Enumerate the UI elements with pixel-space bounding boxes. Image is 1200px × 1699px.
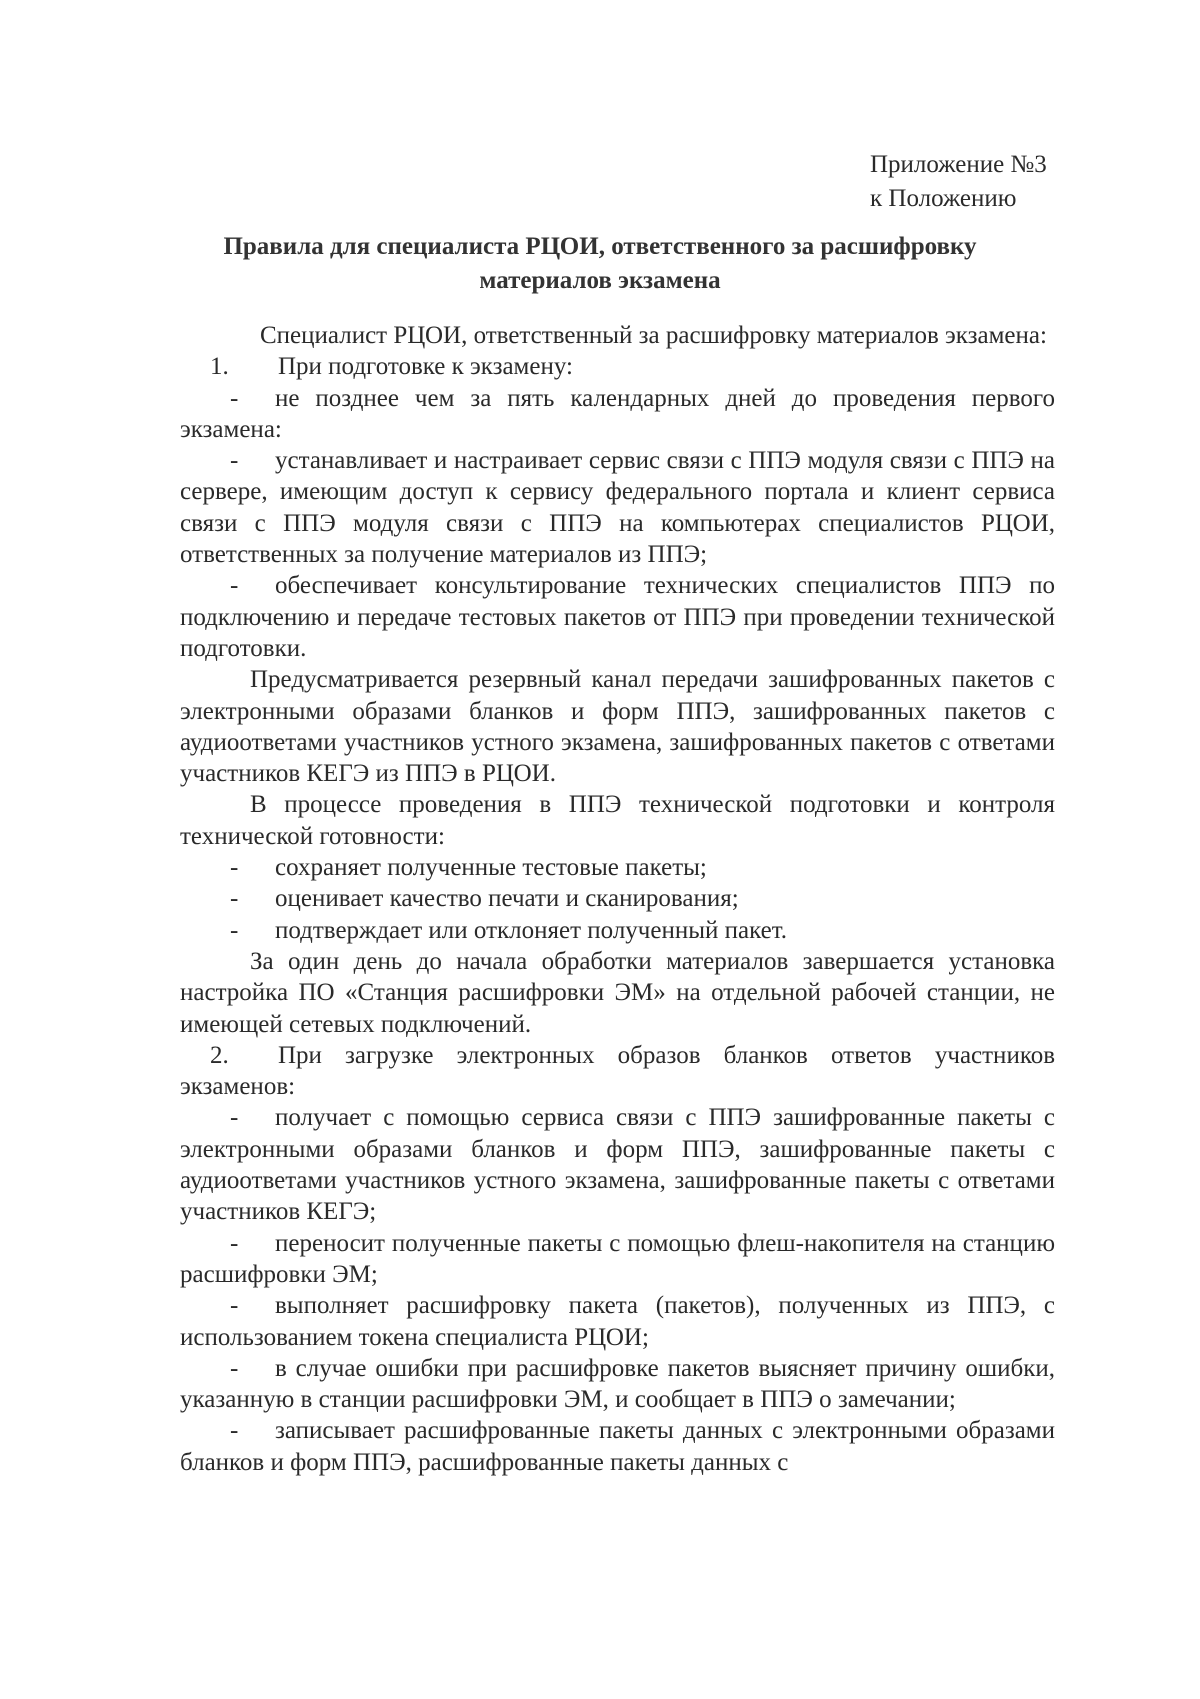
item-text: При подготовке к экзамену:: [278, 353, 573, 381]
dash-marker: -: [230, 1104, 239, 1132]
list-item: [180, 883, 1055, 914]
list-item-text: оценивает качество печати и сканирования;: [275, 885, 739, 913]
list-item-text: переносит полученные пакеты с помощью флеш-накопителя на станцию расшифровки ЭМ;: [180, 1229, 1055, 1288]
document-body: [180, 320, 1055, 1478]
title-line-2: материалов экзамена: [479, 267, 721, 294]
list-item: [180, 1102, 1055, 1227]
numbered-item-2: [180, 1040, 1055, 1103]
item-number: 1.: [210, 353, 229, 381]
dash-marker: -: [230, 885, 239, 913]
dash-marker: -: [230, 1354, 239, 1382]
list-item-text: устанавливает и настраивает сервис связи с ППЭ модуля связи с ППЭ на сервере, имеющим доступ к сервису федерального портала и клиент сервиса связи с ППЭ модуля связи с ППЭ на компьютерах специалистов РЦОИ, ответственных за получение материалов из ППЭ;: [180, 447, 1055, 569]
reserve-channel-paragraph: Предусматривается резервный канал передачи зашифрованных пакетов с электронными образами бланков и форм ППЭ, зашифрованных пакетов с аудиоответами участников устного экзамена, зашифрованных пакетов с ответами участников КЕГЭ из ППЭ в РЦОИ.: [180, 666, 1055, 788]
list-item: [180, 1353, 1055, 1416]
list-item-text: обеспечивает консультирование технических специалистов ППЭ по подключению и передаче тестовых пакетов от ППЭ при проведении технической подготовки.: [180, 572, 1055, 662]
dash-marker: -: [230, 1292, 239, 1320]
item-number: 2.: [210, 1041, 229, 1069]
list-item: [180, 570, 1055, 664]
list-item-text: не позднее чем за пять календарных дней до проведения первого экзамена:: [180, 384, 1055, 443]
intro-paragraph: Специалист РЦОИ, ответственный за расшифровку материалов экзамена:: [260, 322, 1047, 349]
appendix-number: Приложение №3: [870, 151, 1047, 178]
dash-marker: -: [230, 916, 239, 944]
list-item: [180, 383, 1055, 446]
list-item-text: сохраняет полученные тестовые пакеты;: [275, 854, 707, 882]
dash-marker: -: [230, 447, 239, 475]
dash-marker: -: [230, 1417, 239, 1445]
dash-marker: -: [230, 384, 239, 412]
dash-marker: -: [230, 1229, 239, 1257]
dash-marker: -: [230, 854, 239, 882]
item-text: При загрузке электронных образов бланков ответов участников экзаменов:: [180, 1041, 1055, 1101]
document-title: [160, 230, 1040, 298]
list-item: [180, 445, 1055, 570]
software-setup-paragraph: За один день до начала обработки материалов завершается установка настройка ПО «Станция расшифровки ЭМ» на отдельной рабочей станции, не имеющей сетевых подключений.: [180, 947, 1055, 1038]
list-item: [180, 852, 1055, 883]
list-item-text: выполняет расшифровку пакета (пакетов), полученных из ППЭ, с использованием токена специалиста РЦОИ;: [180, 1292, 1055, 1351]
list-item-text: записывает расшифрованные пакеты данных с электронными образами бланков и форм ППЭ, расшифрованные пакеты данных с: [180, 1417, 1055, 1476]
title-line-1: Правила для специалиста РЦОИ, ответственного за расшифровку: [223, 233, 977, 260]
numbered-item-1: [180, 351, 1055, 382]
list-item-text: подтверждает или отклоняет полученный пакет.: [275, 916, 788, 944]
dash-marker: -: [230, 572, 239, 600]
list-item: [180, 1228, 1055, 1291]
list-item-text: получает с помощью сервиса связи с ППЭ зашифрованные пакеты с электронными образами бланков и форм ППЭ, зашифрованные пакеты с аудиоответами участников устного экзамена, зашифрованные пакеты с ответами участников КЕГЭ;: [180, 1104, 1055, 1226]
technical-readiness-paragraph: В процессе проведения в ППЭ технической подготовки и контроля технической готовности:: [180, 791, 1055, 850]
list-item: [180, 1290, 1055, 1353]
list-item-text: в случае ошибки при расшифровке пакетов выясняет причину ошибки, указанную в станции расшифровки ЭМ, и сообщает в ППЭ о замечании;: [180, 1354, 1055, 1414]
appendix-reference: к Положению: [870, 185, 1017, 212]
list-item: [180, 1415, 1055, 1478]
appendix-header: [870, 148, 1047, 216]
list-item: [180, 915, 1055, 946]
